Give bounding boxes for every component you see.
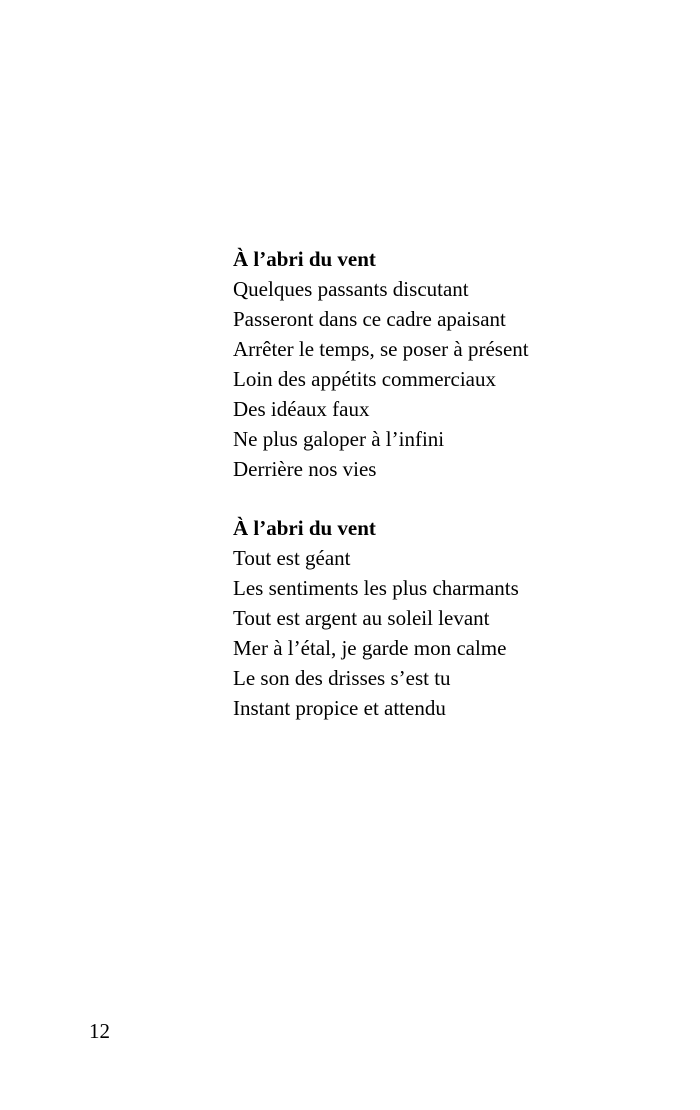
page-number: 12: [89, 1019, 110, 1043]
stanza-title: À l’abri du vent: [233, 516, 376, 540]
poem-line: Ne plus galoper à l’infini: [233, 427, 445, 451]
poem-line: Des idéaux faux: [233, 397, 370, 421]
poem-line: Instant propice et attendu: [233, 696, 446, 720]
stanza-title: À l’abri du vent: [233, 247, 376, 271]
poem-line: Tout est géant: [233, 546, 351, 570]
poem-line: Loin des appétits commerciaux: [233, 367, 497, 391]
poem-line: Passeront dans ce cadre apaisant: [233, 307, 506, 331]
poem-line: Le son des drisses s’est tu: [233, 666, 451, 690]
poem-line: Derrière nos vies: [233, 457, 377, 481]
poem-line: Arrêter le temps, se poser à présent: [233, 337, 529, 361]
poem: [233, 244, 529, 723]
poem-line: Mer à l’étal, je garde mon calme: [233, 636, 507, 660]
poem-line: Quelques passants discutant: [233, 277, 469, 301]
poem-line: Les sentiments les plus charmants: [233, 576, 519, 600]
poem-line: Tout est argent au soleil levant: [233, 606, 490, 630]
